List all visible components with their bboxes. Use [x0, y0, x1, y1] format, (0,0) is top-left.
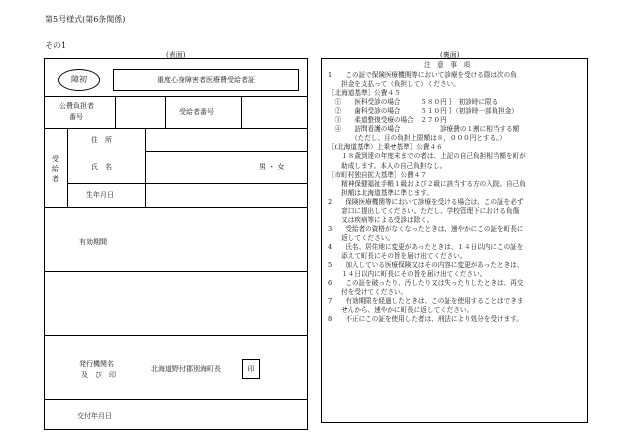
note-line: ① 医科受診の場合 ５８０円 ｝ 初診時に限る: [328, 98, 499, 107]
recipient-vertical-2: 給: [52, 165, 59, 173]
note-line: （ただし、月の負担上限額は８，０００円とする。）: [328, 134, 507, 143]
note-line: ④ 訪問看護の場合 診療費の１割に相当する額: [328, 125, 520, 134]
note-line: ③ 柔道整復受療の場合 ２７０円: [328, 116, 447, 125]
note-line: 5 加入している医療保険又はその内容に変更があったときは、: [328, 261, 524, 270]
note-line: 4 氏名、居住地に変更があったときは、１４日以内にこの証を: [328, 242, 524, 251]
notes-heading: 注 意 事 項: [424, 61, 471, 69]
front-side: [44, 58, 308, 430]
note-line: 担金を支払って（負担して）ください。: [328, 80, 460, 89]
recipient-vertical-3: 者: [52, 175, 59, 183]
note-line: １４日以内に町長にその旨を届け出てください。: [328, 270, 487, 279]
note-line: ② 歯科受診の場合 ５１０円 ｝（初診時一部負担金）: [328, 107, 519, 116]
note-line: 担額は北海道基準に準じます。: [328, 188, 433, 197]
rule: [45, 128, 307, 129]
note-line: せんから、速やかに町長に返してください。: [328, 306, 474, 315]
gender-options: 男 ・ 女: [259, 163, 285, 171]
note-line: 又は疾病等による受診は除く。: [328, 215, 434, 224]
rule: [145, 151, 307, 152]
note-line: 返してください。: [328, 233, 394, 242]
note-line: 7 有効期限を経過したときは、この証を使用することはできま: [328, 297, 524, 306]
form-variant-label: その1: [45, 41, 67, 50]
seal-box: 印: [242, 359, 260, 379]
note-line: ［北海道基準］公費４５: [328, 89, 401, 98]
note-line: 1 この証で保険医療機関等において診療を受ける際は次の負: [328, 71, 517, 79]
recipient-vertical-1: 受: [52, 155, 59, 163]
note-line: 添えて町長にその旨を届け出てください。: [328, 252, 467, 260]
note-line: 2 保険医療機関等において診療を受ける場合は、この証を必ず: [328, 197, 524, 206]
rule: [165, 96, 166, 128]
note-line: 窓口に提出してください。ただし、学校管理下における負傷: [328, 206, 520, 215]
form-number: 第5号様式(第6条関係): [45, 15, 126, 24]
front-caption: (表面): [166, 51, 186, 59]
issuer-name: 北海道野付郡別海町長: [151, 365, 221, 373]
recipient-number-label: 受給者番号: [179, 108, 214, 116]
note-line: １８歳到達の年度末までの者は、上記の自己負担相当額を町が: [328, 152, 526, 161]
issuer-label: 発行機関名: [79, 360, 114, 368]
rule: [145, 128, 146, 207]
rule: [67, 128, 68, 207]
note-line: 3 受給者の資格がなくなったときは、速やかにこの証を町長に: [328, 224, 524, 233]
note-line: 6 この証を破ったり、汚したり又は失ったりしたときは、再交: [328, 279, 524, 288]
certificate-title: 重度心身障害者医療費受給者証: [113, 69, 299, 91]
rule: [241, 96, 242, 128]
rule: [45, 207, 307, 208]
rule: [45, 399, 307, 400]
back-caption: (裏面): [440, 51, 460, 59]
address-label: 住 所: [91, 136, 112, 144]
validity-period-label: 有効期間: [79, 238, 107, 246]
category-badge: 障初: [58, 69, 100, 91]
payer-number-label: 公費負担者: [59, 102, 94, 110]
name-label: 氏 名: [91, 163, 112, 171]
note-line: 付を受けてください。: [328, 288, 408, 297]
note-line: 精神保健福祉手帳１級および２級に該当する方の入院。自己負: [328, 179, 526, 188]
rule: [45, 96, 307, 97]
issue-date-label: 交付年月日: [77, 412, 112, 420]
birth-date-label: 生年月日: [86, 191, 114, 199]
note-line: ［(北海道基準）上乗せ基準］公費４６: [328, 143, 443, 152]
note-line: 8 不正にこの証を使用した者は、刑法により処分を受けます。: [328, 315, 523, 324]
payer-number-label-2: 番号: [69, 113, 83, 121]
back-side: [321, 58, 588, 423]
rule: [45, 335, 307, 336]
note-line: ［市町村独自拡大基準］公費４７: [328, 170, 427, 179]
note-line: 助成します。本人の自己負担なし。: [328, 161, 447, 170]
rule: [115, 96, 116, 128]
issuer-label-2: 及 び 印: [81, 371, 116, 379]
rule: [67, 183, 307, 184]
rule: [45, 271, 307, 272]
